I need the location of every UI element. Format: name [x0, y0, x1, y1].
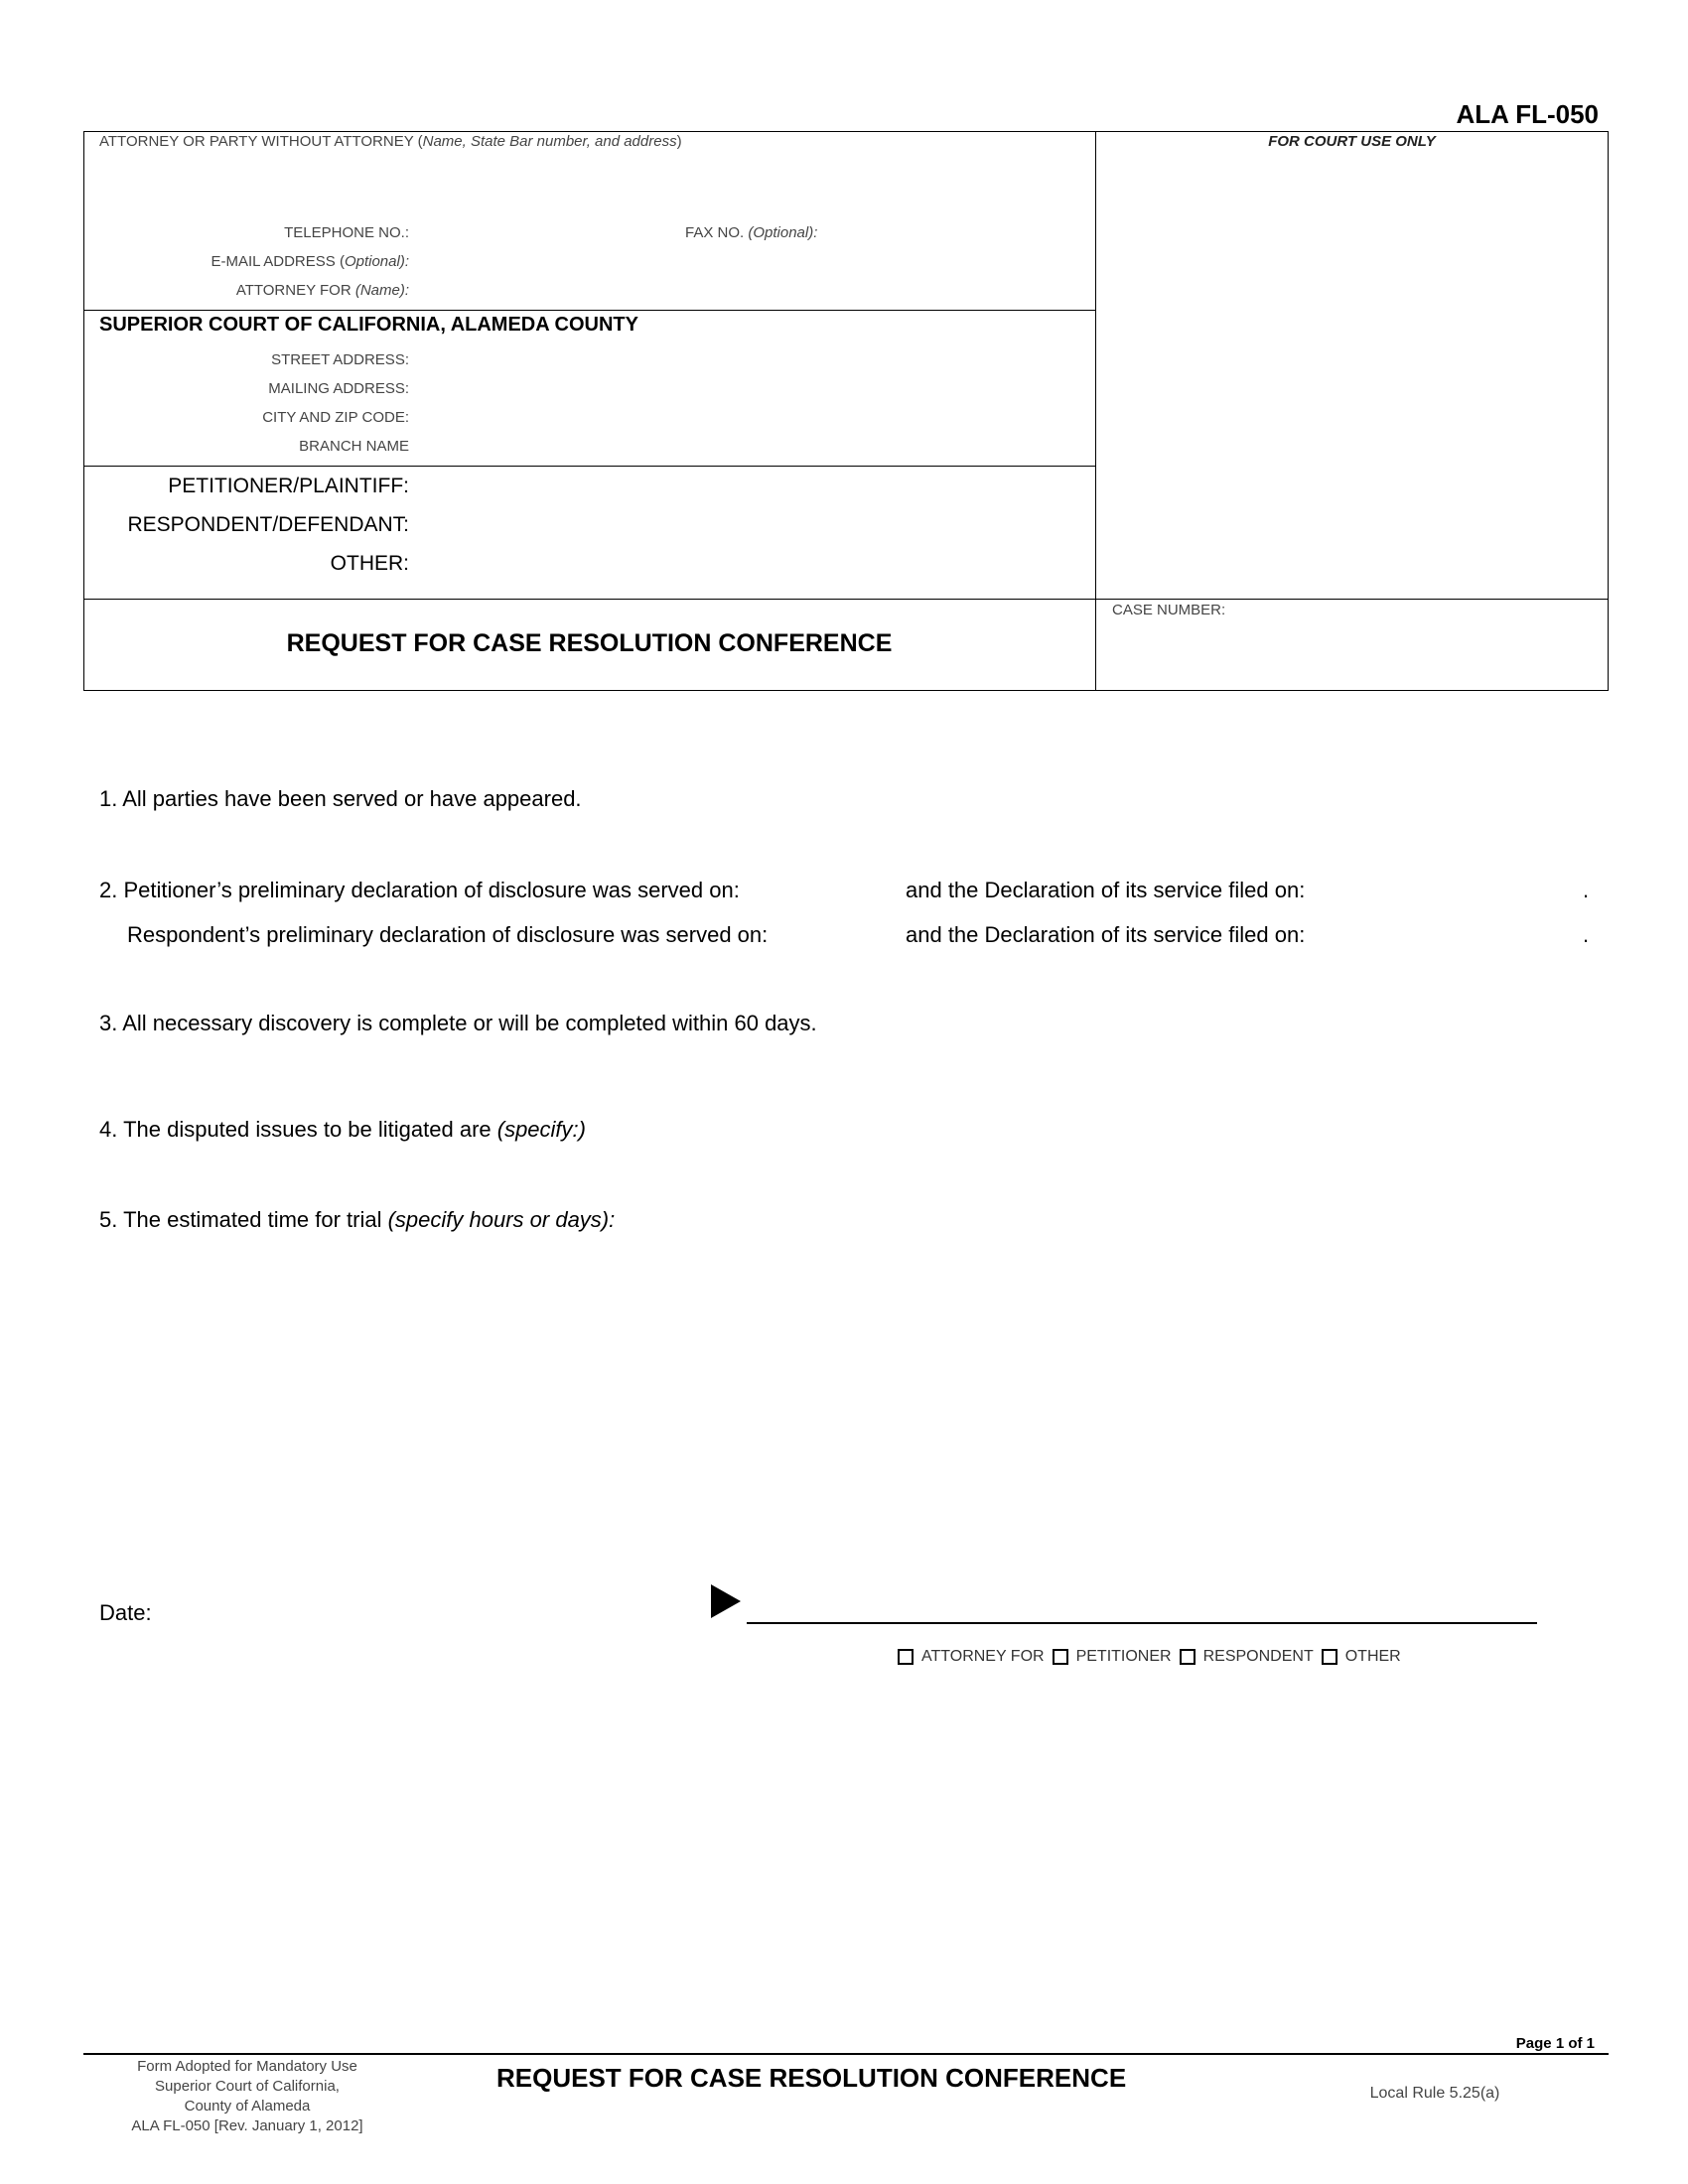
item-5: 5. The estimated time for trial (specify hours or days): — [99, 1207, 616, 1232]
page-number: Page 1 of 1 — [1515, 2035, 1595, 2052]
petitioner-label: PETITIONER/PLAINTIFF: — [168, 475, 409, 497]
mailing-address-label: MAILING ADDRESS: — [268, 380, 409, 397]
case-number-label: CASE NUMBER: — [1112, 602, 1226, 618]
court-name: SUPERIOR COURT OF CALIFORNIA, ALAMEDA COUNTY — [99, 314, 638, 336]
attorney-for-label: ATTORNEY FOR (Name): — [235, 282, 409, 299]
attorney-label: ATTORNEY OR PARTY WITHOUT ATTORNEY (Name, State Bar number, and address) — [99, 133, 682, 150]
divider-attorney — [83, 310, 1095, 311]
form-id: ALA FL-050 — [1456, 99, 1599, 129]
footer-title: REQUEST FOR CASE RESOLUTION CONFERENCE — [496, 2063, 1127, 2093]
telephone-label: TELEPHONE NO.: — [284, 224, 409, 241]
divider-parties — [83, 599, 1609, 600]
city-zip-label: CITY AND ZIP CODE: — [262, 409, 409, 426]
caption-divider — [1095, 131, 1096, 691]
footer-rule — [83, 2053, 1609, 2055]
other-label: OTHER: — [330, 552, 409, 575]
option-respondent[interactable]: RESPONDENT — [1180, 1648, 1314, 1666]
option-attorney-for[interactable]: ATTORNEY FOR — [898, 1648, 1045, 1666]
signer-role-options — [898, 1648, 1409, 1666]
item-1: 1. All parties have been served or have appeared. — [99, 786, 582, 811]
item-2-petitioner-period: . — [1583, 878, 1590, 902]
local-rule: Local Rule 5.25(a) — [1369, 2085, 1500, 2102]
item-2-petitioner-filed: and the Declaration of its service filed on: — [906, 878, 1306, 902]
divider-court — [83, 466, 1095, 467]
option-other[interactable]: OTHER — [1322, 1648, 1401, 1666]
item-4: 4. The disputed issues to be litigated are (specify:) — [99, 1117, 586, 1142]
email-label: E-MAIL ADDRESS (Optional): — [211, 253, 409, 270]
checkbox-icon[interactable] — [1053, 1649, 1068, 1665]
item-2-petitioner: 2. Petitioner’s preliminary declaration of disclosure was served on: — [99, 878, 740, 902]
respondent-label: RESPONDENT/DEFENDANT: — [127, 513, 409, 536]
item-2-respondent-filed: and the Declaration of its service filed on: — [906, 922, 1306, 947]
item-2-respondent-period: . — [1583, 922, 1590, 947]
signature-arrow-icon — [711, 1584, 741, 1618]
date-label: Date: — [99, 1600, 152, 1625]
item-3: 3. All necessary discovery is complete or will be completed within 60 days. — [99, 1011, 817, 1035]
checkbox-icon[interactable] — [898, 1649, 914, 1665]
court-use-label: FOR COURT USE ONLY — [1268, 133, 1436, 150]
item-2-respondent: Respondent’s preliminary declaration of disclosure was served on: — [127, 922, 769, 947]
adoption-note: Form Adopted for Mandatory Use Superior Court of California, County of Alameda ALA FL-050 [Rev. January 1, 2012] — [131, 2058, 363, 2134]
form-title: REQUEST FOR CASE RESOLUTION CONFERENCE — [286, 629, 893, 657]
checkbox-icon[interactable] — [1180, 1649, 1196, 1665]
branch-name-label: BRANCH NAME — [299, 438, 409, 455]
fax-label: FAX NO. (Optional): — [685, 224, 818, 241]
option-petitioner[interactable]: PETITIONER — [1053, 1648, 1172, 1666]
signature-line[interactable] — [747, 1622, 1537, 1624]
checkbox-icon[interactable] — [1322, 1649, 1337, 1665]
street-address-label: STREET ADDRESS: — [271, 351, 409, 368]
